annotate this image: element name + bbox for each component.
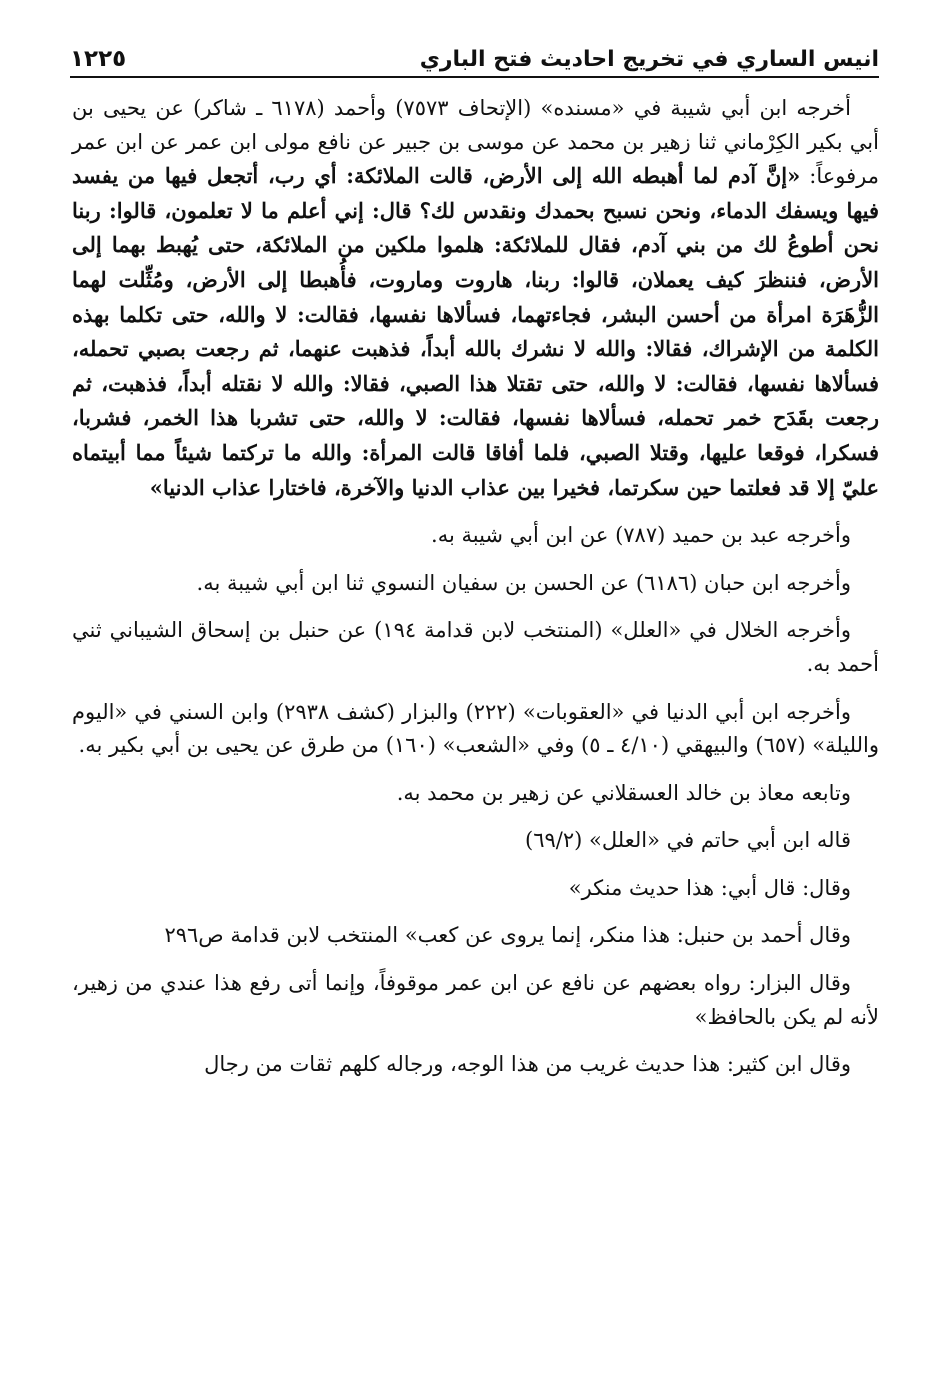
paragraph-11: وقال ابن كثير: هذا حديث غريب من هذا الوجه، ورجاله كلهم ثقات من رجال	[204, 1052, 851, 1077]
page-number: ١٢٢٥	[70, 46, 127, 72]
paragraph-7: قاله ابن أبي حاتم في «العلل» (٦٩/٢)	[525, 828, 851, 853]
paragraph-4: وأخرجه الخلال في «العلل» (المنتخب لابن قدامة ١٩٤) عن حنبل بن إسحاق الشيباني ثني أحمد به.	[72, 618, 879, 676]
page-body	[72, 92, 879, 1365]
paragraph-6: وتابعه معاذ بن خالد العسقلاني عن زهير بن محمد به.	[396, 780, 851, 805]
paragraph-2: وأخرجه عبد بن حميد (٧٨٧) عن ابن أبي شيبة به.	[431, 523, 851, 548]
paragraph-9: وقال أحمد بن حنبل: هذا منكر، إنما يروى عن كعب» المنتخب لابن قدامة ص٢٩٦	[164, 923, 851, 948]
paragraph-8: وقال: قال أبي: هذا حديث منكر»	[568, 875, 851, 900]
paragraph-3: وأخرجه ابن حبان (٦١٨٦) عن الحسن بن سفيان النسوي ثنا ابن أبي شيبة به.	[196, 570, 851, 595]
paragraph-5: وأخرجه ابن أبي الدنيا في «العقوبات» (٢٢٢) والبزار (كشف ٢٩٣٨) وابن السني في «اليوم والليلة» (٦٥٧) والبيهقي (٤/١٠ ـ ٥) وفي «الشعب» (١٦٠) من طرق عن يحيى بن أبي بكير به.	[72, 699, 879, 758]
hadith-text: «إنَّ آدم لما أهبطه الله إلى الأرض، قالت الملائكة: أي رب، أتجعل فيها من يفسد فيها ويسفك الدماء، ونحن نسبح بحمدك ونقدس لك؟ قال: إني أعلم ما لا تعلمون، قالوا: ربنا نحن أطوعُ لك من بني آدم، فقال للملائكة: هلموا ملكين من الملائكة، حتى يُهبط بهما إلى الأرض، فننظرَ كيف يعملان، قالوا: ربنا، هاروت وماروت، فأُهبطا إلى الأرض، ومُثِّلت لهما الزُّهَرَة امرأة من أحسن البشر، فجاءتهما، فسألاها نفسها، فقالت: لا والله، حتى تكلما بهذه الكلمة من الإشراك، فقالا: والله لا نشرك بالله أبداً، فذهبت عنهما، ثم رجعت بصبي تحمله، فسألاها نفسها، فقالت: لا والله، حتى تقتلا هذا الصبي، فقالا: والله لا نقتله أبداً، فذهبت، ثم رجعت بقَدَح خمر تحمله، فسألاها نفسها، فقالت: لا والله، حتى تشربا هذا الخمر، فشربا، فسكرا، فوقعا عليها، وقتلا الصبي، فلما أفاقا قالت المرأة: والله ما تركتما شيئاً مما أبيتماه عليّ إلا قد فعلتما حين سكرتما، فخيرا بين عذاب الدنيا والآخرة، فاختارا عذاب الدنيا»	[72, 163, 880, 500]
paragraph-1-intro: أخرجه ابن أبي شيبة في «مسنده» (الإتحاف ٧٥٧٣) وأحمد (٦١٧٨ ـ شاكر) عن يحيى بن أبي بكير الكِرْماني ثنا زهير بن محمد عن موسى بن جبير عن نافع مولى ابن عمر عن ابن عمر مرفوعاً:	[72, 96, 879, 189]
paragraph-1	[72, 92, 879, 505]
page-header	[70, 32, 879, 78]
running-title: انيس الساري في تخريج احاديث فتح الباري	[419, 47, 879, 72]
paragraph-10: وقال البزار: رواه بعضهم عن نافع عن ابن عمر موقوفاً، وإنما أتى رفع هذا عندي من زهير، لأنه لم يكن بالحافظ»	[72, 971, 879, 1029]
